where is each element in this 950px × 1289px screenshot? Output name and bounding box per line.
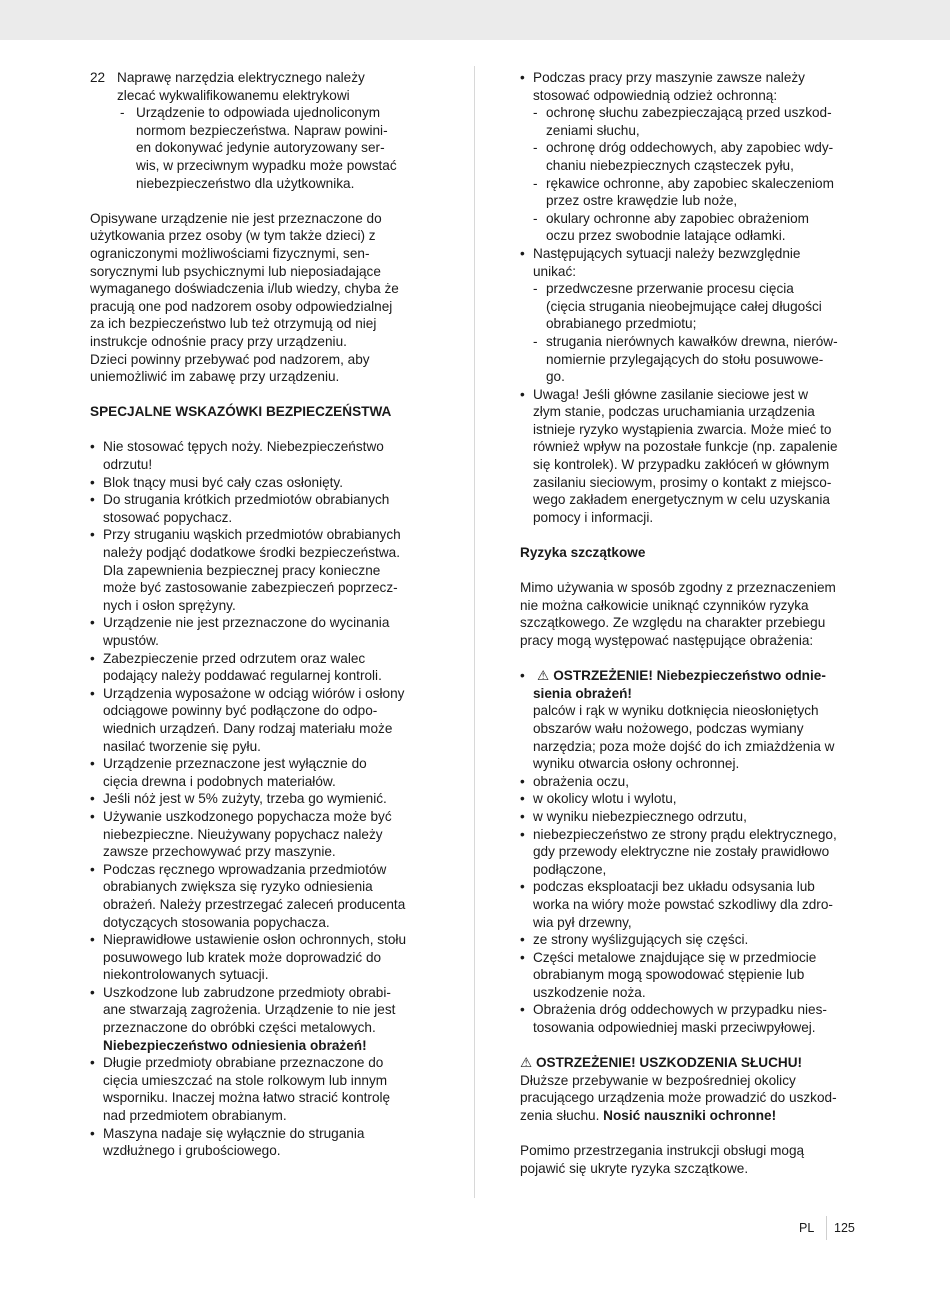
sub-item <box>533 210 865 245</box>
list-item <box>520 808 865 826</box>
text-line: • Używanie uszkodzonego popychacza może być <box>103 808 392 824</box>
text-line: • obrażenia oczu, <box>533 773 629 789</box>
text-line: obrabianego przedmiotu; <box>546 316 697 332</box>
text-line: ograniczonymi możliwościami fizycznymi, sen- <box>90 245 370 261</box>
text-line: obszarów wału nożowego, podczas wymiany <box>533 720 804 736</box>
text-line: normom bezpieczeństwa. Napraw powini- <box>136 122 388 138</box>
text-line: zasilaniu sieciowym, prosimy o kontakt z miejsco- <box>533 474 832 490</box>
text-line: Pomimo przestrzegania instrukcji obsługi mogą <box>520 1143 805 1159</box>
list-item-caution <box>520 386 865 527</box>
text-line: wia pył drzewny, <box>533 914 632 930</box>
text-line: (cięcia strugania nieobejmujące całej długości <box>546 298 822 314</box>
text-line: • Podczas pracy przy maszynie zawsze należy <box>533 70 805 85</box>
text-line: - ochronę dróg oddechowych, aby zapobiec wdy- <box>546 140 834 156</box>
text-line: uszkodzenie noża. <box>533 984 646 1000</box>
warning-text: OSTRZEŻENIE! Niebezpieczeństwo odnie- <box>553 668 826 684</box>
list-item-clothing <box>520 69 865 245</box>
text-line: palców i rąk w wyniku dotknięcia nieosłoniętych <box>533 703 819 719</box>
list-item <box>90 808 435 861</box>
text-line: również wpływ na pozostałe funkcje (np. zapalenie <box>533 439 838 455</box>
text-line: złym stanie, podczas uruchamiania urządzenia <box>533 404 815 420</box>
column-divider <box>474 66 475 1198</box>
text-line: może być zastosowanie zabezpieczeń poprzecz- <box>103 580 398 596</box>
text-line: się kontrolek). W przypadku zakłóceń w głównym <box>533 457 830 473</box>
text-line: instrukcje odnośnie pracy przy urządzeniu. <box>90 333 347 349</box>
text-line: nad przedmiotem obrabianym. <box>103 1108 287 1124</box>
injury-list <box>520 667 865 1036</box>
text-line: odciągowe powinny być podłączone do odpo- <box>103 703 378 719</box>
list-item <box>520 949 865 1002</box>
text-line: • Części metalowe znajdujące się w przedmiocie <box>533 949 817 965</box>
text-line: • ze strony wyślizgujących się części. <box>533 932 749 948</box>
text-line: nasilać tworzenie się pyłu. <box>103 738 261 754</box>
list-item <box>90 650 435 685</box>
text-line: • Jeśli nóż jest w 5% zużyty, trzeba go wymienić. <box>103 791 387 807</box>
sub-item <box>533 333 865 386</box>
text-line: wis, w przeciwnym wypadku może powstać <box>136 157 397 173</box>
text-line: Mimo używania w sposób zgodny z przeznaczeniem <box>520 580 836 596</box>
text-line: podłączone, <box>533 861 607 877</box>
list-item <box>90 1054 435 1124</box>
text-line: sorycznymi lub psychicznymi lub nieposiadające <box>90 263 381 279</box>
text-line: narzędzia; poza może dojść do ich zmiażdżenia w <box>533 738 835 754</box>
text-line: • Przy struganiu wąskich przedmiotów obrabianych <box>103 527 401 543</box>
text-line: • Nie stosować tępych noży. Niebezpieczeństwo <box>103 439 384 455</box>
text-line: nie można całkowicie uniknąć czynników ryzyka <box>520 597 809 613</box>
right-column <box>520 69 865 1177</box>
text-line: stosować odpowiednią odzież ochronną: <box>533 87 778 103</box>
text-line: należy podjąć dodatkowe środki bezpieczeństwa. <box>103 545 400 561</box>
text-line: użytkowania przez osoby (w tym także dzieci) z <box>90 228 376 244</box>
text-line: stosować popychacz. <box>103 509 233 525</box>
warning-icon: ⚠ <box>537 668 550 684</box>
list-item <box>90 614 435 649</box>
list-item <box>520 773 865 791</box>
text-line: niekontrolowanych sytuacji. <box>103 967 269 983</box>
text-line: pomocy i informacji. <box>533 509 654 525</box>
text-line: niebezpieczne. Nieużywany popychacz należy <box>103 826 383 842</box>
text-line: obrabianych zwiększa się ryzyko odniesienia <box>103 879 373 895</box>
text-line: nych i osłon sprężyny. <box>103 597 236 613</box>
text-line: gdy przewody elektryczne nie zostały prawidłowo <box>533 844 830 860</box>
text-line: zawsze przechowywać przy maszynie. <box>103 844 336 860</box>
list-item <box>520 667 865 773</box>
text-line: worka na wióry może powstać szkodliwy dla zdro- <box>533 896 833 912</box>
text-line: wzdłużnego i grubościowego. <box>103 1143 281 1159</box>
list-item <box>520 878 865 931</box>
text-line: • w okolicy wlotu i wylotu, <box>533 791 677 807</box>
text-line: • Uszkodzone lub zabrudzone przedmioty obrabi- <box>103 984 391 1000</box>
page-number: 125 <box>834 1221 855 1235</box>
sub-item <box>533 280 865 333</box>
list-item <box>520 931 865 949</box>
item-number: 22 <box>90 70 106 85</box>
safety-list <box>90 438 435 1159</box>
text-line: • Uwaga! Jeśli główne zasilanie sieciowe jest w <box>533 386 809 402</box>
text-line: odrzutu! <box>103 457 153 473</box>
text-line: wpustów. <box>103 633 159 648</box>
language-code: PL <box>799 1221 815 1235</box>
text-line: • Urządzenia wyposażone w odciąg wiórów i osłony <box>103 685 405 701</box>
list-item <box>520 826 865 879</box>
text-line: pracy mogą występować następujące obrażenia: <box>520 633 814 648</box>
text-line: cięcia umieszczać na stole rolkowym lub innym <box>103 1072 388 1088</box>
text-line: Dzieci powinny przebywać pod nadzorem, aby <box>90 351 370 367</box>
list-item <box>520 1001 865 1036</box>
top-bar <box>0 0 950 40</box>
text-line: • Do strugania krótkich przedmiotów obrabianych <box>103 492 390 508</box>
warning-heading: OSTRZEŻENIE! USZKODZENIA SŁUCHU! <box>535 1055 803 1071</box>
text-line: wsporniku. Inaczej można łatwo stracić kontrolę <box>103 1090 391 1106</box>
text-line: • Podczas ręcznego wprowadzania przedmiotów <box>103 861 387 877</box>
list-item <box>90 491 435 526</box>
section-heading: Ryzyka szczątkowe <box>520 545 646 561</box>
list-item <box>90 790 435 808</box>
text-line: • Obrażenia dróg oddechowych w przypadku nies- <box>533 1002 827 1018</box>
text-line: Naprawę narzędzia elektrycznego należy <box>117 70 365 85</box>
paragraph-final <box>520 1142 865 1177</box>
text-line: • w wyniku niebezpiecznego odrzutu, <box>533 808 747 824</box>
text-line: go. <box>546 369 565 385</box>
text-line: nomiernie przylegających do stołu posuwowe- <box>546 351 824 367</box>
text-line: pracują one pod nadzorem osoby odpowiedzialnej <box>90 298 393 314</box>
text-line: wyniku otwarcia osłony ochronnej. <box>533 756 740 772</box>
text-line: chaniu niebezpiecznych cząsteczek pyłu, <box>546 157 794 173</box>
warning-text: sienia obrażeń! <box>533 685 632 701</box>
text-line: zlecać wykwalifikowanemu elektrykowi <box>117 87 350 103</box>
hearing-warning <box>520 1054 865 1124</box>
text-line: ane stwarzają zagrożenia. Urządzenie to nie jest <box>103 1002 396 1018</box>
text-line: obrabianym mogą spowodować stępienie lub <box>533 967 805 983</box>
text-line: en dokonywać jedynie autoryzowany ser- <box>136 140 385 156</box>
warning-text: Niebezpieczeństwo odniesienia obrażeń! <box>103 1037 367 1053</box>
text-line: • Następujących sytuacji należy bezwzględnie <box>533 245 801 261</box>
text-line: cięcia drewna i podobnych materiałów. <box>103 773 336 789</box>
list-item <box>90 1125 435 1160</box>
sub-item <box>533 175 865 210</box>
text-line: za ich bezpieczeństwo lub też otrzymują od niej <box>90 316 377 332</box>
warning-icon: ⚠ <box>520 1055 533 1071</box>
left-column <box>90 69 435 1160</box>
list-item <box>90 861 435 931</box>
text-line: • Nieprawidłowe ustawienie osłon ochronnych, stołu <box>103 932 407 948</box>
text-line: zenia słuchu. <box>520 1108 600 1124</box>
text-line: • Urządzenie przeznaczone jest wyłącznie do <box>103 756 367 772</box>
text-line: podający należy poddawać regularnej kontroli. <box>103 668 382 684</box>
text-line: pracującego urządzenia może prowadzić do uszkod- <box>520 1090 837 1106</box>
text-line: przeznaczone do obróbki części metalowych. <box>103 1020 376 1036</box>
text-line: • niebezpieczeństwo ze strony prądu elektrycznego, <box>533 826 837 842</box>
list-item <box>90 755 435 790</box>
list-item <box>90 931 435 984</box>
list-item <box>90 474 435 492</box>
warning-text: Nosić nauszniki ochronne! <box>603 1108 777 1124</box>
text-line: szczątkowego. Ze względu na charakter przebiegu <box>520 615 826 631</box>
list-item <box>90 438 435 473</box>
text-line: • Zabezpieczenie przed odrzutem oraz walec <box>103 650 366 666</box>
list-item <box>90 984 435 1054</box>
list-item <box>90 526 435 614</box>
list-item <box>520 790 865 808</box>
text-line: - ochronę słuchu zabezpieczającą przed uszkod- <box>546 105 832 121</box>
text-line: oczu przez swobodnie latające odłamki. <box>546 228 786 244</box>
text-line: tosowania odpowiedniej maski przeciwpyłowej. <box>533 1020 816 1036</box>
text-line: Opisywane urządzenie nie jest przeznaczone do <box>90 210 382 226</box>
text-line: • Urządzenie nie jest przeznaczone do wycinania <box>103 615 390 631</box>
text-line: pojawić się ukryte ryzyka szczątkowe. <box>520 1160 749 1176</box>
text-line: niebezpieczeństwo dla użytkownika. <box>136 175 355 191</box>
text-line: - Urządzenie to odpowiada ujednoliconym <box>136 105 381 121</box>
sub-item <box>533 139 865 174</box>
text-line: unikać: <box>533 263 577 279</box>
text-line: • Długie przedmioty obrabiane przeznaczone do <box>103 1055 384 1071</box>
text-line: obrażeń. Należy przestrzegać zaleceń producenta <box>103 896 406 912</box>
text-line: • Blok tnący musi być cały czas osłonięty. <box>103 474 343 490</box>
paragraph-users <box>90 210 435 386</box>
sub-item <box>117 104 435 192</box>
text-line: - okulary ochronne aby zapobiec obrażeniom <box>546 210 809 226</box>
text-line: dotyczących stosowania popychacza. <box>103 914 330 930</box>
text-line: wiednich urządzeń. Dany rodzaj materiału może <box>103 720 393 736</box>
text-line: - strugania nierównych kawałków drewna, nierów- <box>546 333 838 349</box>
paragraph-residual <box>520 579 865 649</box>
text-line: zeniami słuchu, <box>546 122 640 138</box>
numbered-item-22 <box>90 69 435 192</box>
text-line: • podczas eksploatacji bez układu odsysania lub <box>533 879 815 895</box>
footer-separator <box>826 1216 827 1240</box>
text-line: • Maszyna nadaje się wyłącznie do strugania <box>103 1125 365 1141</box>
text-line: posuwowego lub kratek może doprowadzić do <box>103 949 382 965</box>
text-line: - rękawice ochronne, aby zapobiec skaleczeniom <box>546 175 834 191</box>
text-line: istnieje ryzyko wystąpienia zwarcia. Może mieć to <box>533 421 832 437</box>
text-line: Dla zapewnienia bezpiecznej pracy konieczne <box>103 562 381 578</box>
text-line: uniemożliwić im zabawę przy urządzeniu. <box>90 369 340 385</box>
list-item <box>90 685 435 755</box>
text-line: wymaganego doświadczenia i/lub wiedzy, chyba że <box>90 281 399 297</box>
section-heading: SPECJALNE WSKAZÓWKI BEZPIECZEŃSTWA <box>90 404 392 420</box>
sub-item <box>533 104 865 139</box>
text-line: przez ostre krawędzie lub noże, <box>546 193 738 209</box>
text-line: Dłuższe przebywanie w bezpośredniej okolicy <box>520 1072 796 1088</box>
page-footer <box>0 1220 950 1240</box>
list-item-avoid <box>520 245 865 386</box>
text-line: wego zakładem energetycznym w celu uzyskania <box>533 492 830 508</box>
text-line: - przedwczesne przerwanie procesu cięcia <box>546 281 794 297</box>
